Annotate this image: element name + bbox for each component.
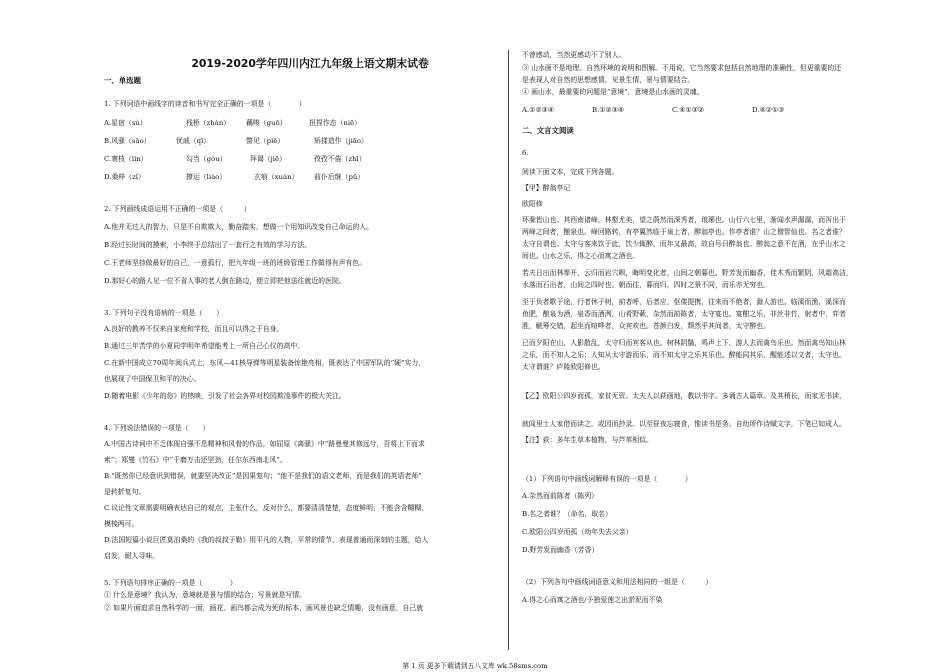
paragraph-1-line2: 两峰之间者，酿泉也。峰回路转，有亭翼然临于泉上者，醉翁亭也。作亭者谁？山之僧智仙也。名之者谁？ [522, 228, 846, 236]
subq1-option-d: D.野芳发而幽香（芳香） [522, 546, 599, 554]
passage-yi-line1: 【乙】欧阳公四岁而孤，家贫无资。太夫人以荻画地，教以书字。多诵古人篇章。及其稍长，而家无书读， [522, 392, 846, 400]
passage-yi-line2: 就闾里士人家借而读之，或因而抄录。以至昼夜忘寝食，惟读书是务。自幼所作诗赋文字，下笔已如成人。 [522, 420, 846, 428]
q4-option-c-line1: C.议论性文章需要明确表达自己的观点，主张什么，反对什么，都要清清楚楚，态度鲜明，不能含含糊糊， [104, 504, 429, 512]
q2-option-c: C.王老师坚持做最好的自己，一意孤行，把九年级一班的班级管理工作做得有声有色。 [104, 259, 367, 267]
q4-option-d-line2: 启发，耐人寻味。 [104, 552, 160, 560]
q4-stem: 4. 下列说法错误的一项是（ ） [104, 424, 210, 432]
subq2-option-a: A.得之心而寓之酒也/予独爱莲之出淤泥而不染 [522, 596, 663, 604]
paragraph-1-line4: 间也。山水之乐，得之心而寓之酒也。 [522, 252, 640, 260]
paragraph-1-line1: 环滁皆山也。其西南诸峰，林壑尤美，望之蔚然而深秀者，琅琊也。山行六七里，渐闻水声潺潺，而泻出于 [522, 216, 846, 224]
paragraph-3-line3: 胜，觥筹交错，起坐而喧哗者，众宾欢也。苍颜白发，颓然乎其间者，太守醉也。 [522, 322, 771, 330]
subq1-option-c: C.欧阳公四岁而孤（幼年失去父亲） [522, 528, 633, 536]
paragraph-4-line3: 太守谓谁？庐陵欧阳修也。 [522, 363, 605, 371]
q2-option-a: A.他并无过人的智力，只是不自欺欺人，勤奋踏实，想做一个用知识改变自己命运的人。 [104, 223, 374, 231]
subq2-stem: （2）下列各句中画线词语意义和用法相同的一组是（ ） [522, 578, 713, 586]
q5-continuation: 不曾感动，当然更感动不了别人。 [522, 51, 626, 59]
q3-option-a: A.良好的教养不仅来自家庭和学校，而且可以得之于自身。 [104, 325, 284, 333]
subq1-option-a: A.杂然而前陈者（陈列） [522, 492, 599, 500]
paragraph-4-line2: 之乐，而不知人之乐；人知从太守游而乐，而不知太守之乐其乐也。醉能同其乐，醒能述以文者，太守也。 [522, 351, 846, 359]
annotation-note: 【注】荻：多年生草本植物，与芦苇相似。 [522, 436, 653, 444]
q5-sentence-1: ① 什么是意境？我认为，意境就是景与情的结合；写景就是写情。 [104, 591, 307, 599]
q4-option-c-line2: 模棱两可。 [104, 520, 139, 528]
paragraph-2-line1: 若夫日出而林霏开，云归而岩穴暝，晦明变化者，山间之朝暮也。野芳发而幽香，佳木秀而繁阴，风霜高洁， [522, 269, 853, 277]
page-title: 2019-2020学年四川内江九年级上语文期末试卷 [191, 57, 429, 70]
q4-option-b-line2: 是转折复句。 [104, 488, 146, 496]
page-footer: 第 1 页 更多下载请到五八文库 wk.58sms.com [402, 662, 548, 670]
q5-sentence-3-line2: 是表现人对自然的思想感情，见景生情，景与情要结合。 [522, 76, 695, 84]
paragraph-1-line3: 太守自谓也。太守与客来饮于此，饮少辄醉，而年又最高，故自号曰醉翁也。醉翁之意不在酒，在乎山水之 [522, 240, 846, 248]
section-single-choice: 一、单选题 [104, 76, 141, 85]
q4-option-b-line1: B.“既然你已经意识到错误，就要坚决改正”是因果复句；“他不是我们的语文老师，而是我们的英语老师” [104, 472, 422, 480]
paragraph-4-line1: 已而夕阳在山，人影散乱，太守归而宾客从也。树林阴翳，鸣声上下，游人去而禽鸟乐也。然而禽鸟知山林 [522, 339, 846, 347]
passage-author: 欧阳修 [522, 200, 543, 208]
reading-instruction: 阅读下面文本，完成下列各题。 [522, 168, 619, 176]
q2-option-d: D.那好心的路人见一位不省人事的老人倒在路边，便立即把他送往就近的医院。 [104, 277, 346, 285]
q4-option-d-line1: D.法国短篇小说巨匠莫泊桑的《我的叔叔于勒》用平凡的人物，平常的情节，表现普通而深刻的主题，给人 [104, 536, 429, 544]
q3-option-d: D.随着电影《少年的你》的热映，引发了社会各界对校园欺凌事件的极大关注。 [104, 392, 346, 400]
q5-option-d: D.④②①③ [752, 106, 785, 114]
q5-option-b: B.①②③④ [592, 106, 624, 114]
subq1-stem: （1）下列语句中画线词解释有误的一项是（ ） [522, 475, 692, 483]
section-classical-reading: 二、文言文阅读 [522, 126, 574, 135]
q3-stem: 3. 下列句子没有语病的一项是（ ） [104, 309, 224, 317]
q5-stem: 5. 下列语句排序正确的一项是（ ） [104, 579, 237, 587]
q5-sentence-3-line1: ③ 山水画不是地理、自然环境的说明和图解。不用说，它当然要求包括自然地理的准确性，但更重要的还 [522, 64, 842, 72]
passage-jia-title: 【甲】醉翁亭记 [522, 184, 571, 192]
subq1-option-b: B.名之者谁？（命名，取名） [522, 510, 612, 518]
q5-sentence-2: ② 如果片面追求自然科学的一面，画花、画鸟都会成为死的标本，画风景也缺乏情趣，没有画意，自己就 [104, 604, 424, 612]
q1-stem: 1. 下列词语中画线字的读音和书写完全正确的一项是（ ） [104, 100, 306, 108]
q5-sentence-4: ④ 画山水，最重要的问题是“意境”，意境是山水画的灵魂。 [522, 88, 704, 96]
q5-option-a: A.①②③④ [522, 106, 554, 114]
column-divider [508, 50, 509, 650]
q5-option-c: C.④①③② [672, 106, 704, 114]
q3-option-b: B.通过三年苦学的小夏同学明年希望能考上一所自己心仪的高中。 [104, 342, 305, 350]
q2-stem: 2. 下列画线成语运用不正确的一项是（ ） [104, 205, 251, 213]
q3-option-c-line2: 也展现了中国保卫和平的决心。 [104, 375, 201, 383]
q2-option-b: B.经过长时间的摸索，小李终于总结出了一套行之有效的学习方法。 [104, 241, 312, 249]
q6-number: 6. [522, 149, 529, 157]
paragraph-2-line2: 水落而石出者，山间之四时也。朝而往，暮而归，四时之景不同，而乐亦无穷也。 [522, 281, 771, 289]
q3-option-c-line1: C.在新中国成立70周年阅兵式上，东风—41核导弹等明星装备惊艳亮相，既表达了中国军队的“硬”实力， [104, 359, 426, 367]
paragraph-3-line2: 鱼肥，酿泉为酒，泉香而酒洌，山肴野蔌，杂然而前陈者，太守宴也。宴酣之乐，非丝非竹，射者中，弈者 [522, 310, 846, 318]
paragraph-3-line1: 至于负者歌于途，行者休于树，前者呼，后者应，伛偻提携，往来而不绝者，滁人游也。临溪而渔，溪深而 [522, 298, 846, 306]
q4-option-a-line2: 索”；郑燮《竹石》中“千磨万击还坚劲，任尔东西南北风”。 [104, 456, 287, 464]
q4-option-a-line1: A.中国古诗词中不乏体现自强不息精神和风骨的作品，如屈原《离骚》中“路曼曼其修远兮，吾将上下而求 [104, 440, 425, 448]
